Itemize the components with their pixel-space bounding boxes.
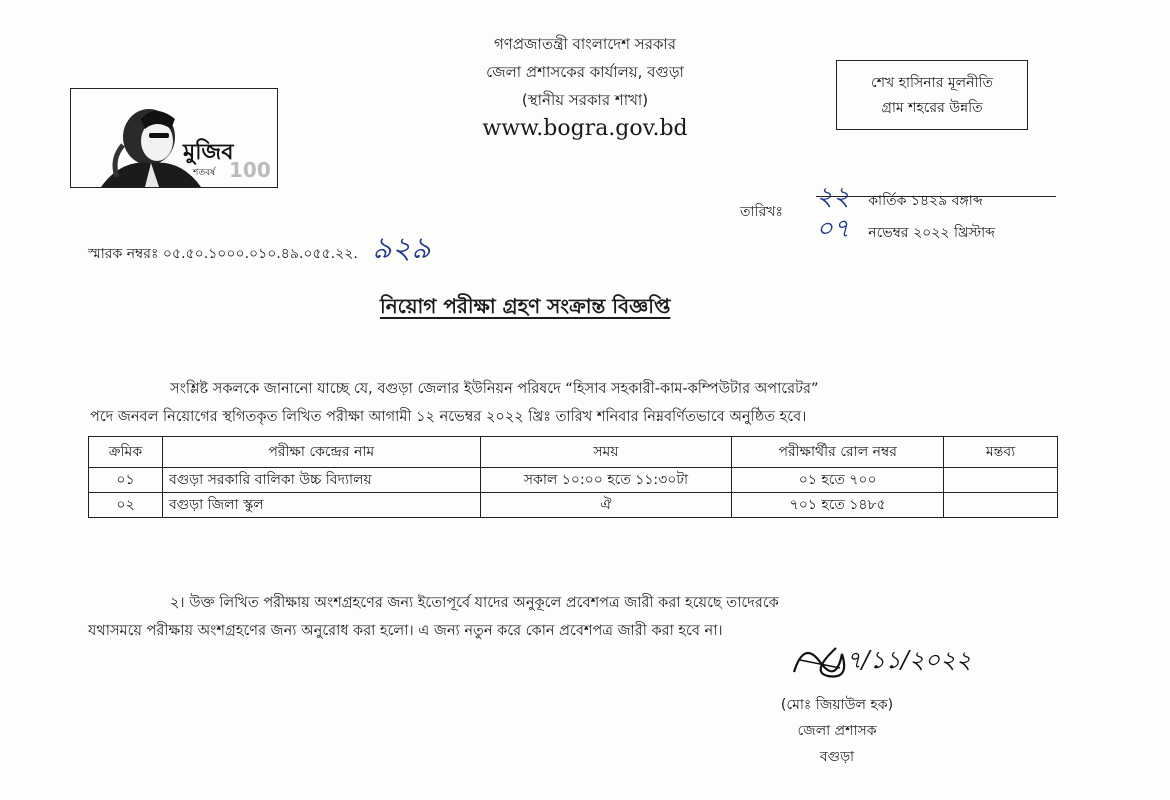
cell-serial: ০২ [89,493,163,518]
notice-title: নিয়োগ পরীক্ষা গ্রহণ সংক্রান্ত বিজ্ঞপ্তি [380,294,671,318]
paragraph-2-line-1: ২। উক্ত লিখিত পরীক্ষায় অংশগ্রহণের জন্য ইতোপূর্বে যাদের অনুকূলে প্রবেশপত্র জারী করা হয়েছে তাদেরকে [170,595,779,611]
cell-remark [944,493,1058,518]
slogan-line-1: শেখ হাসিনার মূলনীতি [871,75,993,91]
english-date-day: ০৭ [816,214,850,244]
mujib-logo [70,88,278,188]
government-header [340,30,830,144]
exam-schedule-table [88,436,1058,518]
cell-time: ঐ [480,493,732,518]
header-time: সময় [480,437,732,468]
slogan-line-2: গ্রাম শহরের উন্নতি [881,100,983,116]
table-row [89,493,1058,518]
paragraph-2-line-2: যথাসময়ে পরীক্ষায় অংশগ্রহণের জন্য অনুরোধ করা হলো। এ জন্য নতুন করে কোন প্রবেশপত্র জারী করা হবে না। [88,623,723,639]
logo-text: মুজিব [183,140,234,165]
signatory-name: (মোঃ জিয়াউল হক) [780,697,894,713]
signature-block [780,632,980,696]
bangla-date-day: ২২ [816,182,850,212]
memo-handwritten-number: ৯২৯ [372,231,431,266]
signatory-details [752,692,922,770]
cell-roll: ৭০১ হতে ১৪৮৫ [732,493,944,518]
cell-serial: ০১ [89,468,163,493]
logo-number: 100 [229,158,271,182]
signatory-district: বগুড়া [819,749,855,765]
date-label: তারিখঃ [740,204,783,220]
header-line-2: জেলা প্রশাসকের কার্যালয়, বগুড়া [486,63,684,81]
paragraph-1-line-2: পদে জনবল নিয়োগের স্থগিতকৃত লিখিত পরীক্ষা আগামী ১২ নভেম্বর ২০২২ খ্রিঃ তারিখ শনিবার নিম্নবর্ণিতভাবে অনুষ্ঠিত হবে। [90,409,807,425]
cell-time: সকাল ১০:০০ হতে ১১:৩০টা [480,468,732,493]
cell-roll: ০১ হতে ৭০০ [732,468,944,493]
bangla-date-rest: কার্তিক ১৪২৯ বঙ্গাব্দ [868,193,983,209]
signature-date: ৭/১১/২০২২ [846,646,972,674]
memo-label: স্মারক নম্বরঃ ০৫.৫০.১০০০.০১০.৪৯.০৫৫.২২. [88,246,358,262]
cell-center: বগুড়া জিলা স্কুল [162,493,480,518]
header-line-3: (স্থানীয় সরকার শাখা) [521,91,649,109]
portrait-icon [71,89,277,187]
website-link[interactable]: www.bogra.gov.bd [482,116,688,141]
header-center: পরীক্ষা কেন্দ্রের নাম [162,437,480,468]
slogan-box [836,60,1028,130]
logo-subtext: শতবর্ষ [193,168,216,178]
signature-icon [780,632,980,692]
english-date [816,208,995,252]
header-roll: পরীক্ষার্থীর রোল নম্বর [732,437,944,468]
date-divider [816,196,1056,197]
table-row [89,468,1058,493]
header-line-1: গণপ্রজাতন্ত্রী বাংলাদেশ সরকার [493,35,677,53]
table-header-row [89,437,1058,468]
english-date-rest: নভেম্বর ২০২২ খ্রিস্টাব্দ [868,225,995,241]
cell-remark [944,468,1058,493]
cell-center: বগুড়া সরকারি বালিকা উচ্চ বিদ্যালয় [162,468,480,493]
signatory-designation: জেলা প্রশাসক [797,723,877,739]
paragraph-1-line-1: সংশ্লিষ্ট সকলকে জানানো যাচ্ছে যে, বগুড়া জেলার ইউনিয়ন পরিষদে “হিসাব সহকারী-কাম-কম্পিউটার অপারেটর” [170,381,819,397]
header-remark: মন্তব্য [944,437,1058,468]
header-serial: ক্রমিক [89,437,163,468]
memo-number [88,224,431,275]
